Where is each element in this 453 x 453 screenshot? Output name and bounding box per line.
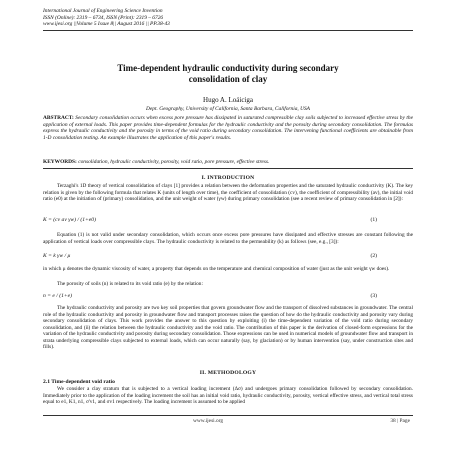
equation-2-number: (2) <box>370 253 377 259</box>
footer-url: www.ijesi.org <box>193 418 224 424</box>
equation-3 <box>43 293 413 299</box>
equation-3-number: (3) <box>370 293 377 299</box>
abstract-label: ABSTRACT: <box>43 115 74 121</box>
paragraph-3-text: in which μ denotes the dynamic viscosity of water, a property that depends on the temperature and chemical composition of water (just as the unit weight γw does). <box>43 266 390 272</box>
journal-issn: ISSN (Online): 2319 – 6734, ISSN (Print): 2319 – 6726 <box>43 14 164 21</box>
paragraph-2 <box>43 232 413 245</box>
equation-1 <box>43 217 413 223</box>
paragraph-5-text: The hydraulic conductivity and porosity are two key soil properties that govern groundwater flow and the transport of dissolved substances in groundwater. The central role of the hydraulic conductivity and porosity in groundwater flow and transport processes raises the question of how do the hydraulic conductivity and porosity vary during secondary consolidation of clays. This work provides the answer to this question by exploiting (i) the time-dependent variation of the void ratio during secondary consolidation, and (ii) the relation between the hydraulic conductivity and the void ratio. The contribution of this paper is the derivation of closed-form expressions for the variation of the hydraulic conductivity and porosity during secondary consolidation. Those expressions can be used in numerical models of groundwater flow and transport in strata underlying compressible clays subjected to external loads, which can occur naturally (say, by glaciation) or by human intervention (say, under construction sites and fills). <box>43 305 413 350</box>
journal-name: International Journal of Engineering Science Invention <box>43 8 163 14</box>
subsection-heading: 2.1 Time-dependent void ratio <box>43 379 115 385</box>
footer-rule <box>43 415 413 416</box>
footer-page-number: 38 | Page <box>390 418 410 424</box>
equation-2-formula: K = k γw / μ <box>43 253 71 259</box>
abstract <box>43 115 413 141</box>
title-line-1: Time-dependent hydraulic conductivity during secondary <box>117 63 339 73</box>
paper-title <box>43 63 413 85</box>
keywords-rule <box>43 168 413 169</box>
equation-1-number: (1) <box>370 217 377 223</box>
paragraph-2-text: Equation (1) is not valid under secondary consolidation, which occurs once excess pore pressures have dissipated and effective stresses are constant following the application of vertical loads over compressible clays. The hydraulic conductivity is related to the permeability (k) as follows (see, e.g., [3]): <box>43 232 413 245</box>
keywords-label: KEYWORDS: <box>43 159 77 165</box>
paragraph-3 <box>43 266 413 273</box>
abstract-text: Secondary consolidation occurs when excess pore pressure has dissipated in saturated compressible clay soils subjected to increased effective stress by the application of external loads. This paper provides time-dependent formulas for the hydraulic conductivity and the porosity during secondary consolidation. The formulas express the hydraulic conductivity and the porosity in terms of the void ratio during secondary consolidation. The intervening functional coefficients are obtainable from 1-D consolidation testing. An example illustrates the application of this paper's results. <box>43 115 413 141</box>
header-rule <box>43 30 413 31</box>
section-heading-methodology: II. METHODOLOGY <box>199 370 257 376</box>
title-line-2: consolidation of clay <box>188 74 268 84</box>
journal-issue: www.ijesi.org ||Volume 5 Issue 8|| August 2016 || PP.38-43 <box>43 21 170 28</box>
equation-1-formula: K = (cv av γw) / (1+e0) <box>43 217 96 223</box>
paragraph-4-text: The porosity of soils (n) is related to its void ratio (e) by the relation: <box>57 281 203 287</box>
paragraph-4 <box>43 281 413 288</box>
equation-3-formula: n = e / (1+e) <box>43 293 72 299</box>
keywords-text: consolidation, hydraulic conductivity, porosity, void ratio, pore pressure, effective stress. <box>78 159 270 165</box>
keywords <box>43 159 413 166</box>
author-affiliation: Dept. Geography, University of California, Santa Barbara, California, USA <box>146 106 310 112</box>
paragraph-1-text: Terzaghi's 1D theory of vertical consolidation of clays [1] provides a relation between the deformation properties and the saturated hydraulic conductivity (K). The key relation is given by the following formula that relates K (units of length over time), the coefficient of consolidation (cv), the coefficient of compressibility (av), the initial void ratio (e0) at the initiation of (primary) consolidation, and the unit weight of water (γw) during primary consolidation (see a recent review of primary consolidation in [2]): <box>43 183 413 202</box>
paragraph-6 <box>43 386 413 406</box>
equation-2 <box>43 253 413 259</box>
paragraph-1 <box>43 183 413 203</box>
journal-header <box>43 8 413 28</box>
paragraph-6-text: We consider a clay stratum that is subjected to a vertical loading increment (Δσ) and undergoes primary consolidation followed by secondary consolidation. Immediately prior to the application of the loading increment the soil has an initial void ratio, hydraulic conductivity, porosity, vertical effective stress, and vertical total stress equal to e1, K1, n1, σ'v1, and σv1 respectively. The loading increment is assumed to be applied <box>43 386 413 405</box>
author-name: Hugo A. Loáiciga <box>203 96 253 104</box>
paragraph-5 <box>43 305 413 351</box>
section-heading-introduction: I. INTRODUCTION <box>201 175 255 181</box>
